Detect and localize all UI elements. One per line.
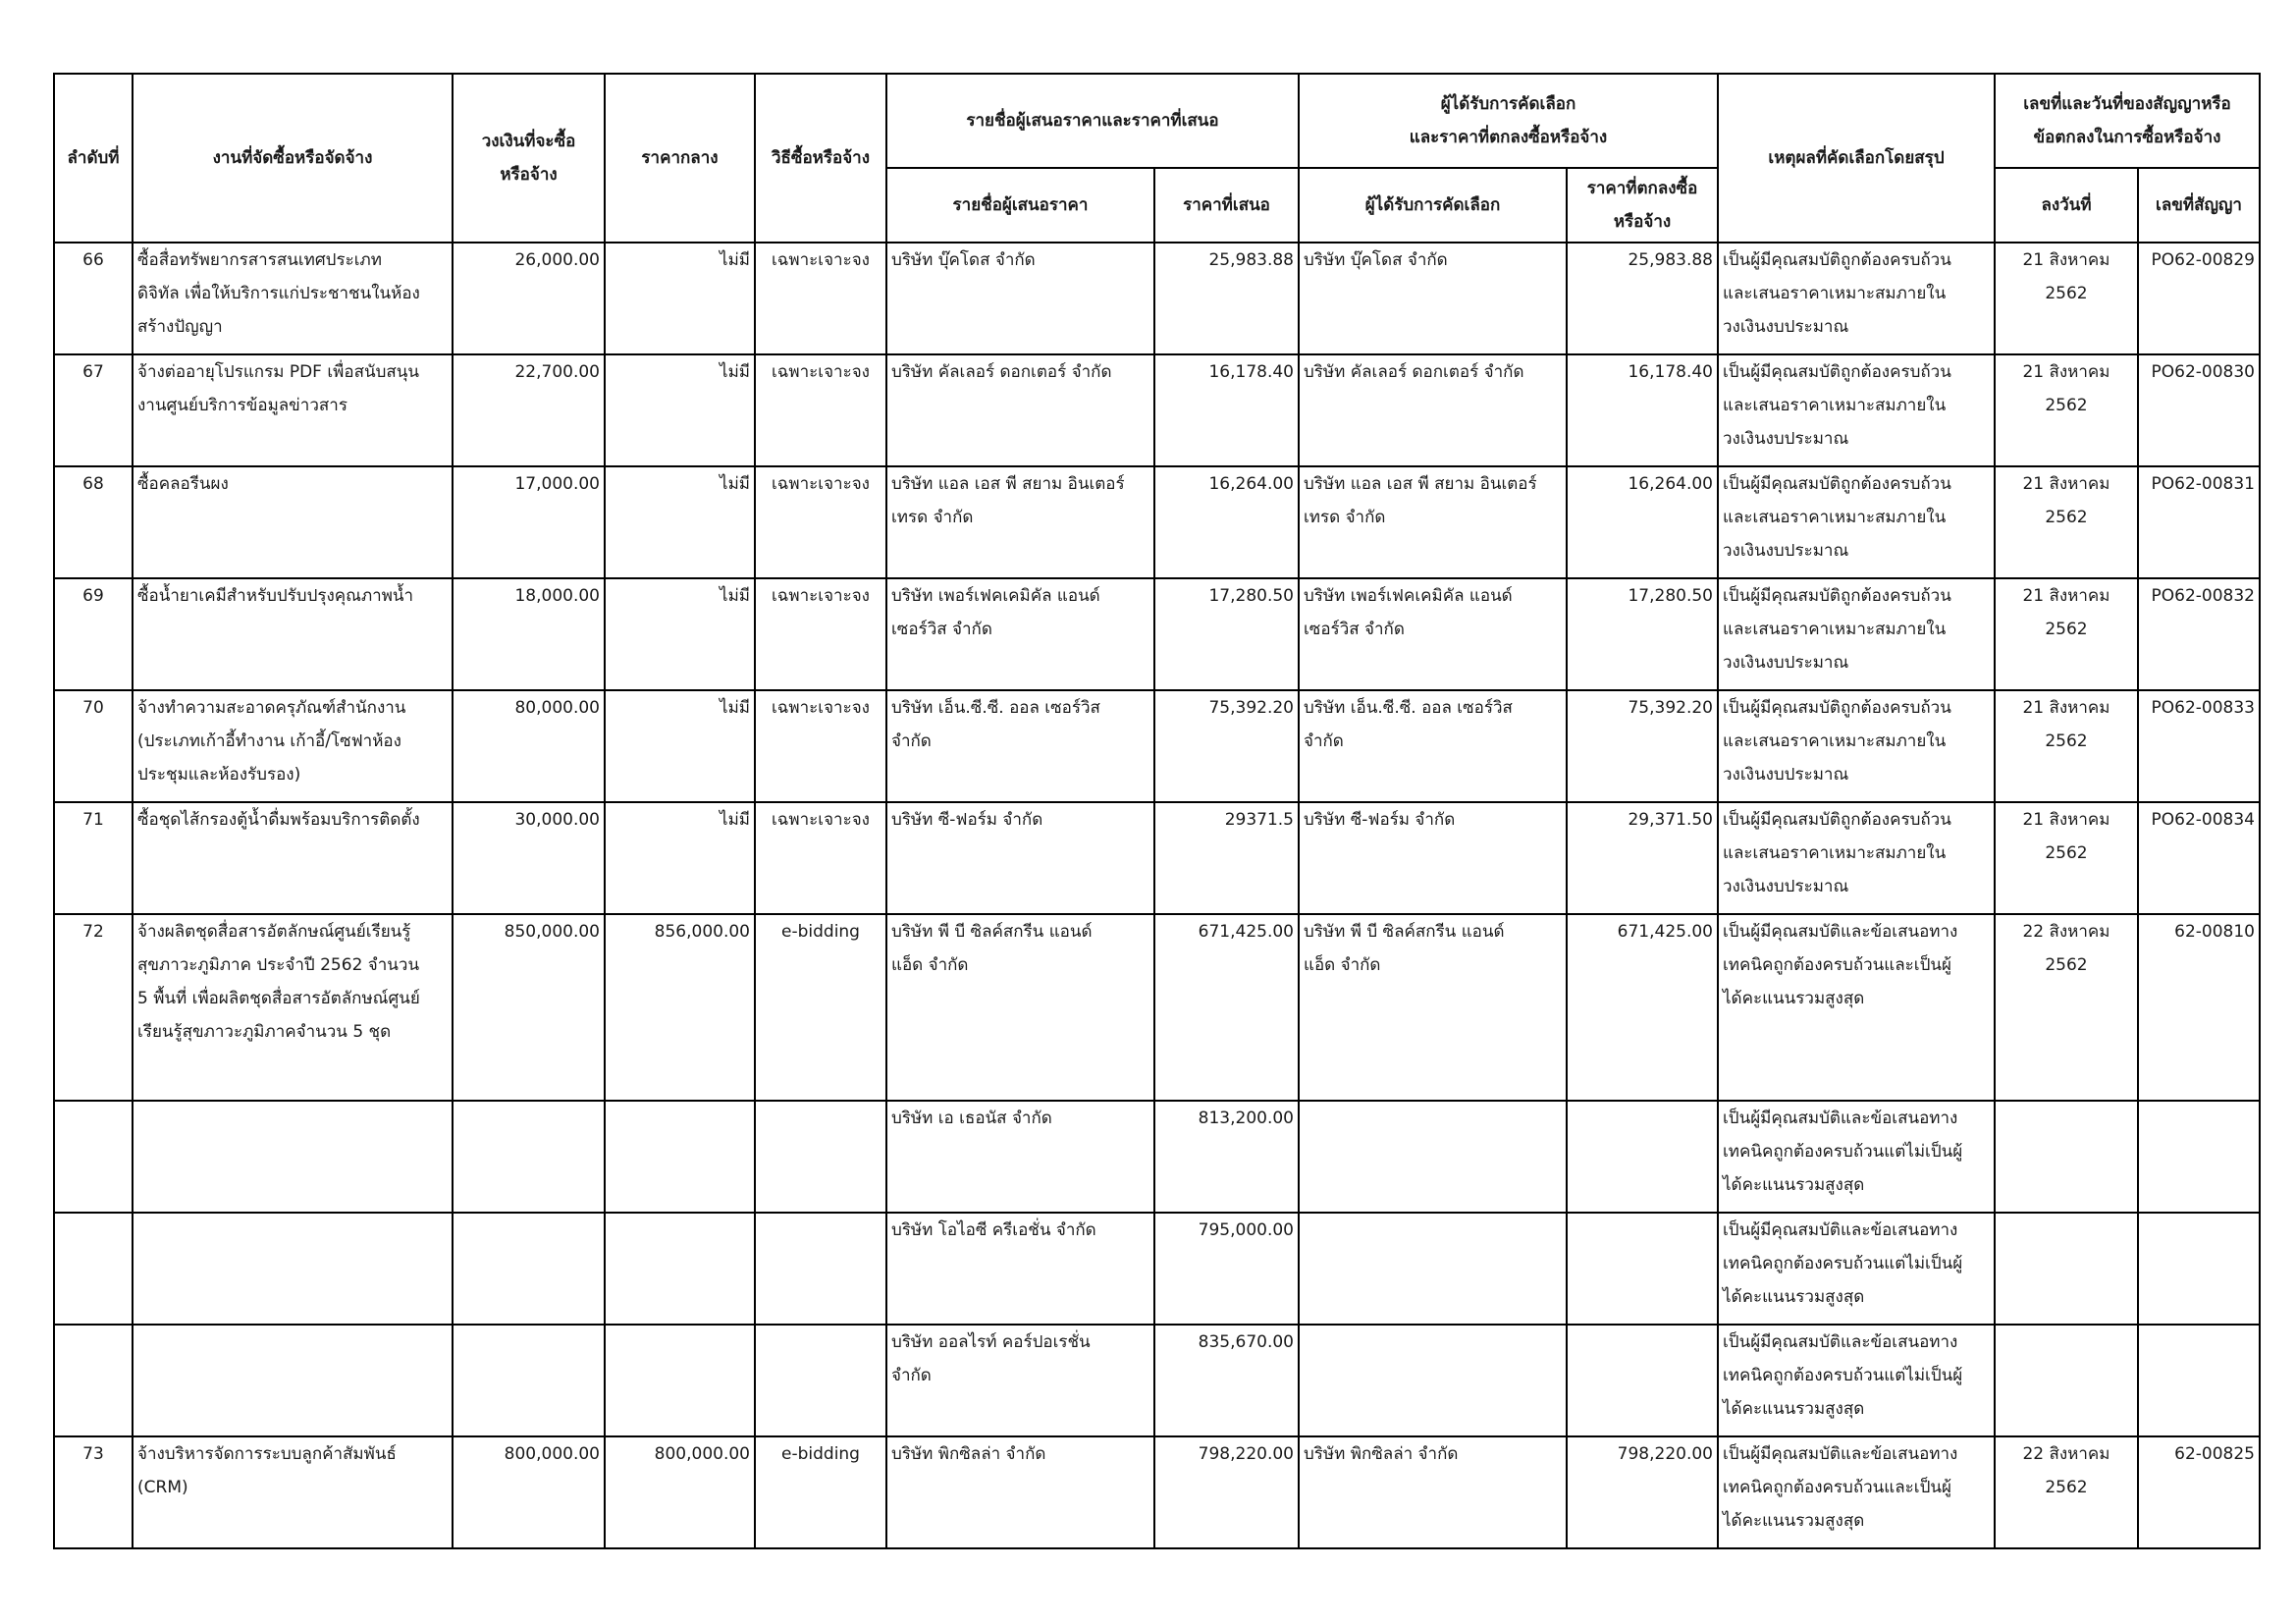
table-row: [54, 1101, 2260, 1213]
cell-agreed-price: [1567, 1325, 1718, 1436]
cell-budget: 26,000.00: [453, 243, 605, 354]
cell-contract-date: [1995, 1325, 2138, 1436]
cell-no: 67: [54, 354, 133, 466]
cell-contract-date: 21 สิงหาคม 2562: [1995, 802, 2138, 914]
cell-agreed-price: 25,983.88: [1567, 243, 1718, 354]
cell-contract-no: PO62-00829: [2138, 243, 2260, 354]
cell-no: 73: [54, 1436, 133, 1548]
cell-contract-no: 62-00810: [2138, 914, 2260, 1101]
cell-contract-date: 21 สิงหาคม 2562: [1995, 690, 2138, 802]
cell-bid-price: 835,670.00: [1154, 1325, 1299, 1436]
cell-contract-no: [2138, 1213, 2260, 1325]
cell-contract-no: PO62-00830: [2138, 354, 2260, 466]
cell-reason: เป็นผู้มีคุณสมบัติถูกต้องครบถ้วน และเสนอราคาเหมาะสมภายใน วงเงินงบประมาณ: [1718, 802, 1995, 914]
header-bidder-name: รายชื่อผู้เสนอราคา: [886, 168, 1154, 243]
cell-bid-price: 795,000.00: [1154, 1213, 1299, 1325]
cell-budget: 17,000.00: [453, 466, 605, 578]
cell-no: 66: [54, 243, 133, 354]
cell-agreed-price: 16,264.00: [1567, 466, 1718, 578]
cell-median-price: [605, 1101, 755, 1213]
cell-bid-price: 16,264.00: [1154, 466, 1299, 578]
cell-contract-date: 21 สิงหาคม 2562: [1995, 466, 2138, 578]
cell-no: [54, 1325, 133, 1436]
cell-winner-name: บริษัท บุ๊คโดส จำกัด: [1299, 243, 1567, 354]
cell-agreed-price: 16,178.40: [1567, 354, 1718, 466]
cell-method: เฉพาะเจาะจง: [755, 578, 886, 690]
header-bidders-group: รายชื่อผู้เสนอราคาและราคาที่เสนอ: [886, 74, 1299, 168]
header-winner-name: ผู้ได้รับการคัดเลือก: [1299, 168, 1567, 243]
cell-winner-name: บริษัท พี บี ซิลค์สกรีน แอนด์ แอ็ด จำกัด: [1299, 914, 1567, 1101]
cell-bid-price: 17,280.50: [1154, 578, 1299, 690]
cell-work: จ้างต่ออายุโปรแกรม PDF เพื่อสนับสนุน งานศูนย์บริการข้อมูลข่าวสาร: [133, 354, 453, 466]
cell-winner-name: บริษัท คัลเลอร์ ดอกเตอร์ จำกัด: [1299, 354, 1567, 466]
cell-winner-name: บริษัท พิกซิลล่า จำกัด: [1299, 1436, 1567, 1548]
cell-winner-name: บริษัท เอ็น.ซี.ซี. ออล เซอร์วิส จำกัด: [1299, 690, 1567, 802]
cell-work: ซื้อน้ำยาเคมีสำหรับปรับปรุงคุณภาพน้ำ: [133, 578, 453, 690]
table-row: [54, 914, 2260, 1101]
cell-agreed-price: 17,280.50: [1567, 578, 1718, 690]
cell-method: e-bidding: [755, 914, 886, 1101]
cell-agreed-price: 29,371.50: [1567, 802, 1718, 914]
cell-agreed-price: [1567, 1101, 1718, 1213]
cell-contract-date: 22 สิงหาคม 2562: [1995, 914, 2138, 1101]
table-row: [54, 690, 2260, 802]
cell-contract-date: [1995, 1213, 2138, 1325]
table-row: [54, 802, 2260, 914]
cell-bid-price: 29371.5: [1154, 802, 1299, 914]
cell-reason: เป็นผู้มีคุณสมบัติถูกต้องครบถ้วน และเสนอราคาเหมาะสมภายใน วงเงินงบประมาณ: [1718, 243, 1995, 354]
header-contract-no: เลขที่สัญญา: [2138, 168, 2260, 243]
cell-contract-no: [2138, 1325, 2260, 1436]
header-bid-price: ราคาที่เสนอ: [1154, 168, 1299, 243]
cell-agreed-price: 798,220.00: [1567, 1436, 1718, 1548]
cell-agreed-price: [1567, 1213, 1718, 1325]
cell-method: เฉพาะเจาะจง: [755, 466, 886, 578]
cell-method: เฉพาะเจาะจง: [755, 354, 886, 466]
cell-bid-price: 75,392.20: [1154, 690, 1299, 802]
cell-method: เฉพาะเจาะจง: [755, 243, 886, 354]
cell-contract-date: 21 สิงหาคม 2562: [1995, 578, 2138, 690]
header-winner-group: ผู้ได้รับการคัดเลือก และราคาที่ตกลงซื้อหรือจ้าง: [1299, 74, 1718, 168]
cell-median-price: 800,000.00: [605, 1436, 755, 1548]
table-row: [54, 1325, 2260, 1436]
cell-method: [755, 1213, 886, 1325]
header-method: วิธีซื้อหรือจ้าง: [755, 74, 886, 243]
cell-work: ซื้อคลอรีนผง: [133, 466, 453, 578]
cell-method: [755, 1325, 886, 1436]
cell-winner-name: บริษัท เพอร์เฟคเคมิคัล แอนด์ เซอร์วิส จำกัด: [1299, 578, 1567, 690]
cell-reason: เป็นผู้มีคุณสมบัติและข้อเสนอทาง เทคนิคถูกต้องครบถ้วนแต่ไม่เป็นผู้ ได้คะแนนรวมสูงสุด: [1718, 1101, 1995, 1213]
cell-no: 72: [54, 914, 133, 1101]
cell-work: [133, 1213, 453, 1325]
cell-method: [755, 1101, 886, 1213]
cell-bidder-name: บริษัท บุ๊คโดส จำกัด: [886, 243, 1154, 354]
header-reason: เหตุผลที่คัดเลือกโดยสรุป: [1718, 74, 1995, 243]
cell-contract-no: PO62-00834: [2138, 802, 2260, 914]
cell-reason: เป็นผู้มีคุณสมบัติและข้อเสนอทาง เทคนิคถูกต้องครบถ้วนแต่ไม่เป็นผู้ ได้คะแนนรวมสูงสุด: [1718, 1213, 1995, 1325]
table-header-row: [54, 74, 2260, 168]
cell-contract-date: 21 สิงหาคม 2562: [1995, 243, 2138, 354]
cell-work: ซื้อชุดไส้กรองตู้น้ำดื่มพร้อมบริการติดตั้ง: [133, 802, 453, 914]
table-row: [54, 578, 2260, 690]
cell-reason: เป็นผู้มีคุณสมบัติและข้อเสนอทาง เทคนิคถูกต้องครบถ้วนแต่ไม่เป็นผู้ ได้คะแนนรวมสูงสุด: [1718, 1325, 1995, 1436]
cell-work: [133, 1325, 453, 1436]
header-budget: วงเงินที่จะซื้อ หรือจ้าง: [453, 74, 605, 243]
cell-median-price: ไม่มี: [605, 690, 755, 802]
cell-budget: [453, 1325, 605, 1436]
cell-bidder-name: บริษัท ออลไรท์ คอร์ปอเรชั่น จำกัด: [886, 1325, 1154, 1436]
cell-budget: 800,000.00: [453, 1436, 605, 1548]
cell-budget: 30,000.00: [453, 802, 605, 914]
table-row: [54, 243, 2260, 354]
cell-winner-name: [1299, 1213, 1567, 1325]
table-row: [54, 1213, 2260, 1325]
cell-work: จ้างทำความสะอาดครุภัณฑ์สำนักงาน (ประเภทเก้าอี้ทำงาน เก้าอี้/โซฟาห้อง ประชุมและห้องรับรอง): [133, 690, 453, 802]
cell-median-price: ไม่มี: [605, 354, 755, 466]
cell-budget: 18,000.00: [453, 578, 605, 690]
cell-median-price: ไม่มี: [605, 802, 755, 914]
header-median-price: ราคากลาง: [605, 74, 755, 243]
cell-work: จ้างผลิตชุดสื่อสารอัตลักษณ์ศูนย์เรียนรู้ สุขภาวะภูมิภาค ประจำปี 2562 จำนวน 5 พื้นที่ เพื่อผลิตชุดสื่อสารอัตลักษณ์ศูนย์ เรียนรู้สุขภาวะภูมิภาคจำนวน 5 ชุด: [133, 914, 453, 1101]
cell-method: e-bidding: [755, 1436, 886, 1548]
cell-contract-no: 62-00825: [2138, 1436, 2260, 1548]
cell-contract-no: PO62-00831: [2138, 466, 2260, 578]
cell-no: [54, 1213, 133, 1325]
cell-contract-date: 21 สิงหาคม 2562: [1995, 354, 2138, 466]
cell-bid-price: 798,220.00: [1154, 1436, 1299, 1548]
table-row: [54, 466, 2260, 578]
cell-bidder-name: บริษัท แอล เอส พี สยาม อินเตอร์ เทรด จำกัด: [886, 466, 1154, 578]
cell-bidder-name: บริษัท คัลเลอร์ ดอกเตอร์ จำกัด: [886, 354, 1154, 466]
cell-budget: 22,700.00: [453, 354, 605, 466]
cell-work: ซื้อสื่อทรัพยากรสารสนเทศประเภท ดิจิทัล เพื่อให้บริการแก่ประชาชนในห้อง สร้างปัญญา: [133, 243, 453, 354]
cell-bidder-name: บริษัท เพอร์เฟคเคมิคัล แอนด์ เซอร์วิส จำกัด: [886, 578, 1154, 690]
cell-contract-date: [1995, 1101, 2138, 1213]
cell-bid-price: 25,983.88: [1154, 243, 1299, 354]
cell-budget: 850,000.00: [453, 914, 605, 1101]
cell-reason: เป็นผู้มีคุณสมบัติถูกต้องครบถ้วน และเสนอราคาเหมาะสมภายใน วงเงินงบประมาณ: [1718, 466, 1995, 578]
table-row: [54, 354, 2260, 466]
cell-no: [54, 1101, 133, 1213]
cell-median-price: ไม่มี: [605, 578, 755, 690]
cell-contract-no: PO62-00832: [2138, 578, 2260, 690]
procurement-table: [53, 73, 2261, 1549]
cell-contract-no: [2138, 1101, 2260, 1213]
cell-contract-date: 22 สิงหาคม 2562: [1995, 1436, 2138, 1548]
cell-budget: 80,000.00: [453, 690, 605, 802]
header-agreed-price: ราคาที่ตกลงซื้อ หรือจ้าง: [1567, 168, 1718, 243]
cell-reason: เป็นผู้มีคุณสมบัติและข้อเสนอทาง เทคนิคถูกต้องครบถ้วนและเป็นผู้ ได้คะแนนรวมสูงสุด: [1718, 914, 1995, 1101]
table-body: [54, 243, 2260, 1548]
cell-median-price: ไม่มี: [605, 243, 755, 354]
cell-bidder-name: บริษัท พิกซิลล่า จำกัด: [886, 1436, 1154, 1548]
cell-reason: เป็นผู้มีคุณสมบัติถูกต้องครบถ้วน และเสนอราคาเหมาะสมภายใน วงเงินงบประมาณ: [1718, 354, 1995, 466]
cell-median-price: ไม่มี: [605, 466, 755, 578]
cell-method: เฉพาะเจาะจง: [755, 690, 886, 802]
cell-winner-name: บริษัท แอล เอส พี สยาม อินเตอร์ เทรด จำกัด: [1299, 466, 1567, 578]
cell-bidder-name: บริษัท ซี-ฟอร์ม จำกัด: [886, 802, 1154, 914]
cell-budget: [453, 1213, 605, 1325]
cell-agreed-price: 75,392.20: [1567, 690, 1718, 802]
header-no: ลำดับที่: [54, 74, 133, 243]
cell-agreed-price: 671,425.00: [1567, 914, 1718, 1101]
cell-bid-price: 671,425.00: [1154, 914, 1299, 1101]
cell-no: 69: [54, 578, 133, 690]
cell-median-price: [605, 1213, 755, 1325]
cell-method: เฉพาะเจาะจง: [755, 802, 886, 914]
cell-reason: เป็นผู้มีคุณสมบัติถูกต้องครบถ้วน และเสนอราคาเหมาะสมภายใน วงเงินงบประมาณ: [1718, 690, 1995, 802]
cell-winner-name: [1299, 1101, 1567, 1213]
cell-reason: เป็นผู้มีคุณสมบัติถูกต้องครบถ้วน และเสนอราคาเหมาะสมภายใน วงเงินงบประมาณ: [1718, 578, 1995, 690]
cell-bidder-name: บริษัท โอไอซี ครีเอชั่น จำกัด: [886, 1213, 1154, 1325]
cell-contract-no: PO62-00833: [2138, 690, 2260, 802]
cell-median-price: [605, 1325, 755, 1436]
cell-bidder-name: บริษัท เอ เธอนัส จำกัด: [886, 1101, 1154, 1213]
cell-bidder-name: บริษัท เอ็น.ซี.ซี. ออล เซอร์วิส จำกัด: [886, 690, 1154, 802]
header-contract-date: ลงวันที่: [1995, 168, 2138, 243]
header-contract-group: เลขที่และวันที่ของสัญญาหรือ ข้อตกลงในการซื้อหรือจ้าง: [1995, 74, 2260, 168]
cell-no: 68: [54, 466, 133, 578]
cell-median-price: 856,000.00: [605, 914, 755, 1101]
cell-bidder-name: บริษัท พี บี ซิลค์สกรีน แอนด์ แอ็ด จำกัด: [886, 914, 1154, 1101]
cell-no: 71: [54, 802, 133, 914]
cell-bid-price: 16,178.40: [1154, 354, 1299, 466]
cell-winner-name: บริษัท ซี-ฟอร์ม จำกัด: [1299, 802, 1567, 914]
cell-bid-price: 813,200.00: [1154, 1101, 1299, 1213]
cell-no: 70: [54, 690, 133, 802]
cell-winner-name: [1299, 1325, 1567, 1436]
cell-budget: [453, 1101, 605, 1213]
table-row: [54, 1436, 2260, 1548]
cell-work: จ้างบริหารจัดการระบบลูกค้าสัมพันธ์ (CRM): [133, 1436, 453, 1548]
cell-work: [133, 1101, 453, 1213]
cell-reason: เป็นผู้มีคุณสมบัติและข้อเสนอทาง เทคนิคถูกต้องครบถ้วนและเป็นผู้ ได้คะแนนรวมสูงสุด: [1718, 1436, 1995, 1548]
header-work: งานที่จัดซื้อหรือจัดจ้าง: [133, 74, 453, 243]
